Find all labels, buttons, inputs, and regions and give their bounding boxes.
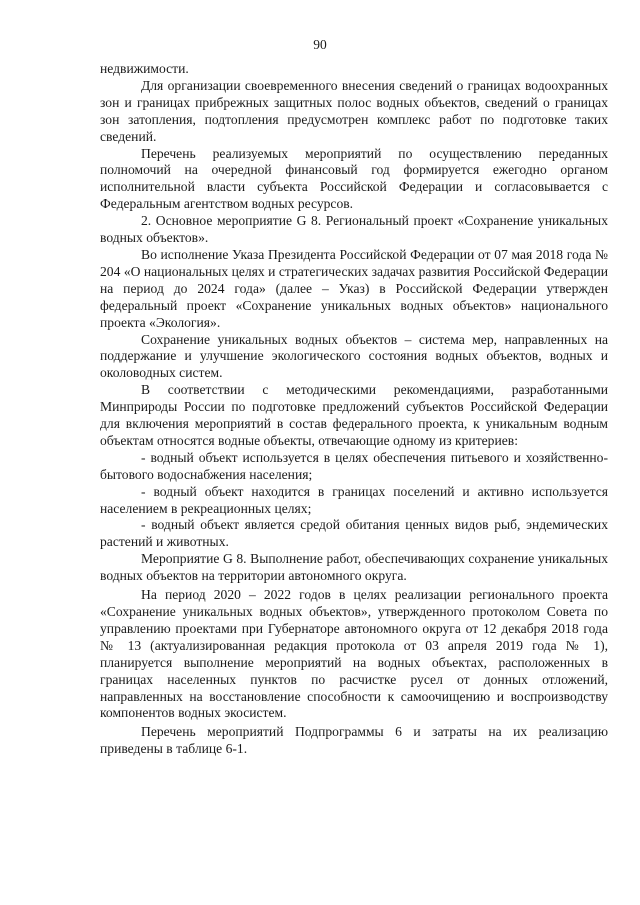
paragraph-period-2020-2022: На период 2020 – 2022 годов в целях реализации регионального проекта «Сохранение уникальных водных объектов», утвержденного протоколом Совета по управлению проектами при Губернаторе автономного округа от 12 декабря 2018 года № 13 (актуализированная редакция протокола от 03 апреля 2019 года № 1), планируется выполнение мероприятий на водных объектах, расположенных в границах населенных пунктов по расчистке русел от донных отложений, направленных на восстановление способности к самоочищению и воспроизводству компонентов водных экосистем. bbox=[100, 587, 608, 721]
paragraph-table-reference: Перечень мероприятий Подпрограммы 6 и затраты на их реализацию приведены в таблице 6-1. bbox=[100, 724, 608, 757]
paragraph-continuation: недвижимости. bbox=[100, 61, 189, 76]
paragraph-preservation-definition: Сохранение уникальных водных объектов – система мер, направленных на поддержание и улучшение экологического состояния водных объектов, водных и околоводных систем. bbox=[100, 331, 608, 381]
paragraph-measure-g8: Мероприятие G 8. Выполнение работ, обеспечивающих сохранение уникальных водных объектов на территории автономного округа. bbox=[100, 551, 608, 584]
paragraph-main-measure-heading: 2. Основное мероприятие G 8. Региональный проект «Сохранение уникальных водных объектов». bbox=[100, 213, 608, 246]
paragraph-water-zone-boundaries: Для организации своевременного внесения сведений о границах водоохранных зон и границах прибрежных защитных полос водных объектов, сведений о границах зон затопления, подтопления предусмотрен комплекс работ по подготовке таких сведений. bbox=[100, 77, 608, 144]
document-body bbox=[100, 61, 608, 758]
list-item-criterion-habitat: - водный объект является средой обитания ценных видов рыб, эндемических растений и животных. bbox=[100, 517, 608, 550]
paragraph-measures-list: Перечень реализуемых мероприятий по осуществлению переданных полномочий на очередной финансовый год формируется ежегодно органом исполнительной власти субъекта Российской Федерации и согласовывается с Федеральным агентством водных ресурсов. bbox=[100, 145, 608, 212]
paragraph-criteria-intro: В соответствии с методическими рекомендациями, разработанными Минприроды России по подготовке предложений субъектов Российской Федерации для включения мероприятий в состав федерального проекта, к уникальным водным объектам относятся водные объекты, отвечающие одному из критериев: bbox=[100, 382, 608, 448]
list-item-criterion-recreation: - водный объект находится в границах поселений и активно используется населением в рекреационных целях; bbox=[100, 483, 608, 516]
list-item-criterion-drinking-water: - водный объект используется в целях обеспечения питьевого и хозяйственно-бытового водоснабжения населения; bbox=[100, 449, 608, 482]
paragraph-presidential-decree: Во исполнение Указа Президента Российской Федерации от 07 мая 2018 года № 204 «О национальных целях и стратегических задачах развития Российской Федерации на период до 2024 года» (далее – Указ) в Российской Федерации утвержден федеральный проект «Сохранение уникальных водных объектов» национального проекта «Экология». bbox=[100, 246, 608, 330]
page-number: 90 bbox=[313, 37, 327, 52]
